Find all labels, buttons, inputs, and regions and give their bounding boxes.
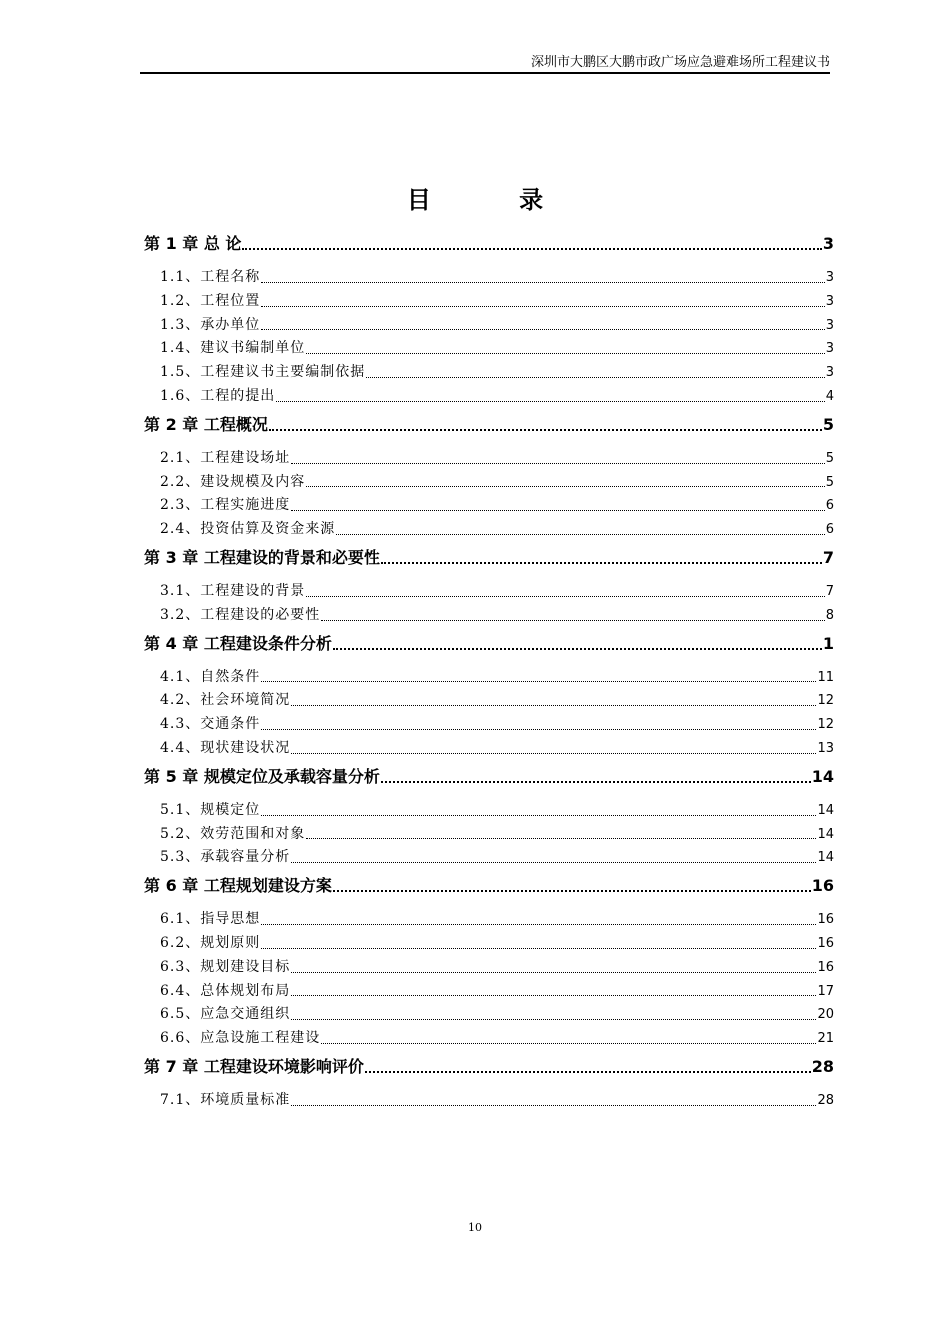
toc-section-entry[interactable] [144, 799, 834, 823]
toc-section-entry[interactable] [144, 713, 834, 737]
toc-entry-page: 6 [825, 498, 834, 514]
toc-section-entry[interactable] [144, 518, 834, 542]
toc-entry-page: 7 [825, 583, 834, 599]
toc-section-entry[interactable] [144, 737, 834, 761]
toc-entry-label: 第 5 章 规模定位及承载容量分析 [144, 766, 380, 786]
toc-entry-page: 28 [817, 1092, 834, 1108]
toc-entry-label: 1.1、工程名称 [160, 269, 261, 285]
toc-chapter-entry[interactable] [144, 628, 834, 660]
toc-entry-label: 1.4、建议书编制单位 [160, 340, 306, 357]
toc-section-entry[interactable] [144, 1089, 834, 1113]
page-header [140, 52, 830, 74]
toc-entry-page: 3 [825, 317, 834, 333]
dot-leader [242, 247, 821, 250]
page-number: 10 [468, 1221, 482, 1234]
toc-entry-label: 第 7 章 工程建设环境影响评价 [144, 1056, 364, 1076]
toc-entry-label: 5.1、规模定位 [160, 801, 261, 818]
toc-chapter-entry[interactable] [144, 1051, 834, 1083]
toc-entry-page: 17 [817, 983, 834, 999]
toc-title: 目 录 [406, 186, 584, 214]
toc-entry-page: 14 [817, 850, 834, 866]
dot-leader [333, 889, 811, 892]
toc-section-entry[interactable] [144, 314, 834, 338]
toc-entry-label: 7.1、环境质量标准 [160, 1091, 291, 1108]
toc-section-entry[interactable] [144, 580, 834, 604]
toc-entry-label: 6.6、应急设施工程建设 [160, 1030, 321, 1047]
dot-leader [321, 619, 824, 621]
dot-leader [306, 352, 824, 354]
toc-section-entry[interactable] [144, 666, 834, 690]
table-of-contents [144, 228, 834, 1113]
dot-leader [291, 462, 824, 464]
toc-chapter-entry[interactable] [144, 542, 834, 574]
toc-entry-page: 28 [811, 1056, 834, 1076]
toc-entry-page: 14 [817, 802, 834, 818]
toc-entry-label: 1.6、工程的提出 [160, 387, 276, 404]
dot-leader [291, 994, 816, 996]
toc-entry-label: 第 2 章 工程概况 [144, 414, 268, 434]
dot-leader [336, 533, 824, 535]
toc-entry-label: 1.2、工程位置 [160, 292, 261, 309]
dot-leader [261, 947, 816, 949]
dot-leader [261, 328, 824, 330]
toc-entry-label: 3.1、工程建设的背景 [160, 582, 306, 599]
toc-entry-label: 1.3、承办单位 [160, 316, 261, 333]
toc-entry-label: 第 3 章 工程建设的背景和必要性 [144, 547, 380, 567]
dot-leader [291, 861, 816, 863]
toc-entry-label: 6.3、规划建设目标 [160, 958, 291, 975]
toc-section-entry[interactable] [144, 337, 834, 361]
toc-chapter-entry[interactable] [144, 409, 834, 441]
toc-entry-page: 3 [825, 293, 834, 309]
toc-section-entry[interactable] [144, 290, 834, 314]
toc-entry-page: 4 [825, 388, 834, 404]
toc-entry-label: 第 4 章 工程建设条件分析 [144, 633, 332, 653]
toc-entry-label: 4.1、自然条件 [160, 668, 261, 685]
toc-section-entry[interactable] [144, 385, 834, 409]
dot-leader [306, 837, 816, 839]
toc-section-entry[interactable] [144, 980, 834, 1004]
toc-entry-page: 12 [817, 717, 834, 733]
toc-chapter-entry[interactable] [144, 228, 834, 260]
toc-entry-page: 1 [822, 633, 834, 653]
dot-leader [381, 561, 822, 564]
toc-entry-label: 6.4、总体规划布局 [160, 982, 291, 999]
toc-section-entry[interactable] [144, 1027, 834, 1051]
toc-entry-page: 16 [817, 912, 834, 928]
toc-entry-page: 8 [825, 607, 834, 623]
dot-leader [366, 376, 824, 378]
toc-section-entry[interactable] [144, 932, 834, 956]
toc-entry-page: 14 [817, 826, 834, 842]
toc-entry-label: 2.4、投资估算及资金来源 [160, 521, 336, 538]
toc-entry-page: 3 [822, 234, 834, 253]
toc-entry-label: 6.1、指导思想 [160, 911, 261, 928]
dot-leader [291, 1018, 816, 1020]
toc-section-entry[interactable] [144, 471, 834, 495]
dot-leader [261, 281, 824, 283]
dot-leader [261, 923, 816, 925]
toc-chapter-entry[interactable] [144, 761, 834, 793]
dot-leader [276, 400, 824, 402]
dot-leader [261, 680, 816, 682]
toc-entry-page: 14 [811, 766, 834, 786]
toc-section-entry[interactable] [144, 447, 834, 471]
toc-entry-label: 5.2、效劳范围和对象 [160, 825, 306, 842]
toc-entry-page: 6 [825, 522, 834, 538]
toc-entry-page: 21 [817, 1031, 834, 1047]
toc-entry-label: 第 1 章 总 论 [144, 234, 242, 253]
toc-section-entry[interactable] [144, 494, 834, 518]
toc-section-entry[interactable] [144, 689, 834, 713]
toc-chapter-entry[interactable] [144, 870, 834, 902]
toc-section-entry[interactable] [144, 823, 834, 847]
toc-entry-label: 5.3、承载容量分析 [160, 849, 291, 866]
toc-entry-label: 第 6 章 工程规划建设方案 [144, 876, 332, 896]
toc-entry-page: 16 [811, 876, 834, 896]
dot-leader [333, 647, 822, 650]
dot-leader [306, 485, 824, 487]
dot-leader [291, 971, 816, 973]
dot-leader [321, 1042, 816, 1044]
toc-entry-page: 13 [817, 740, 834, 756]
dot-leader [261, 814, 816, 816]
toc-entry-label: 2.2、建设规模及内容 [160, 473, 306, 490]
toc-entry-page: 5 [825, 474, 834, 490]
toc-entry-page: 12 [817, 693, 834, 709]
dot-leader [291, 752, 816, 754]
toc-entry-label: 1.5、工程建议书主要编制依据 [160, 364, 366, 381]
toc-entry-page: 3 [825, 365, 834, 381]
toc-entry-page: 16 [817, 959, 834, 975]
toc-entry-page: 20 [817, 1007, 834, 1023]
toc-entry-page: 5 [822, 414, 834, 434]
dot-leader [365, 1070, 811, 1073]
dot-leader [261, 305, 824, 307]
toc-section-entry[interactable] [144, 846, 834, 870]
toc-entry-page: 5 [825, 450, 834, 466]
toc-section-entry[interactable] [144, 956, 834, 980]
toc-section-entry[interactable] [144, 908, 834, 932]
dot-leader [291, 509, 824, 511]
toc-entry-label: 3.2、工程建设的必要性 [160, 606, 321, 623]
toc-entry-label: 4.2、社会环境简况 [160, 692, 291, 709]
toc-entry-label: 4.4、现状建设状况 [160, 739, 291, 756]
toc-entry-label: 2.3、工程实施进度 [160, 497, 291, 514]
toc-section-entry[interactable] [144, 1003, 834, 1027]
dot-leader [306, 595, 824, 597]
toc-entry-label: 2.1、工程建设场址 [160, 449, 291, 466]
toc-entry-label: 6.2、规划原则 [160, 934, 261, 951]
toc-entry-page: 3 [825, 270, 834, 285]
toc-section-entry[interactable] [144, 361, 834, 385]
dot-leader [269, 428, 822, 431]
toc-entry-page: 3 [825, 341, 834, 357]
toc-entry-page: 7 [822, 547, 834, 567]
dot-leader [381, 780, 811, 783]
toc-entry-label: 6.5、应急交通组织 [160, 1006, 291, 1023]
toc-section-entry[interactable] [144, 266, 834, 290]
header-title: 深圳市大鹏区大鹏市政广场应急避难场所工程建议书 [530, 55, 830, 70]
toc-entry-label: 4.3、交通条件 [160, 716, 261, 733]
toc-entry-page: 16 [817, 935, 834, 951]
toc-section-entry[interactable] [144, 604, 834, 628]
dot-leader [261, 728, 816, 730]
dot-leader [291, 1104, 816, 1106]
dot-leader [291, 704, 816, 706]
toc-entry-page: 11 [817, 669, 834, 685]
